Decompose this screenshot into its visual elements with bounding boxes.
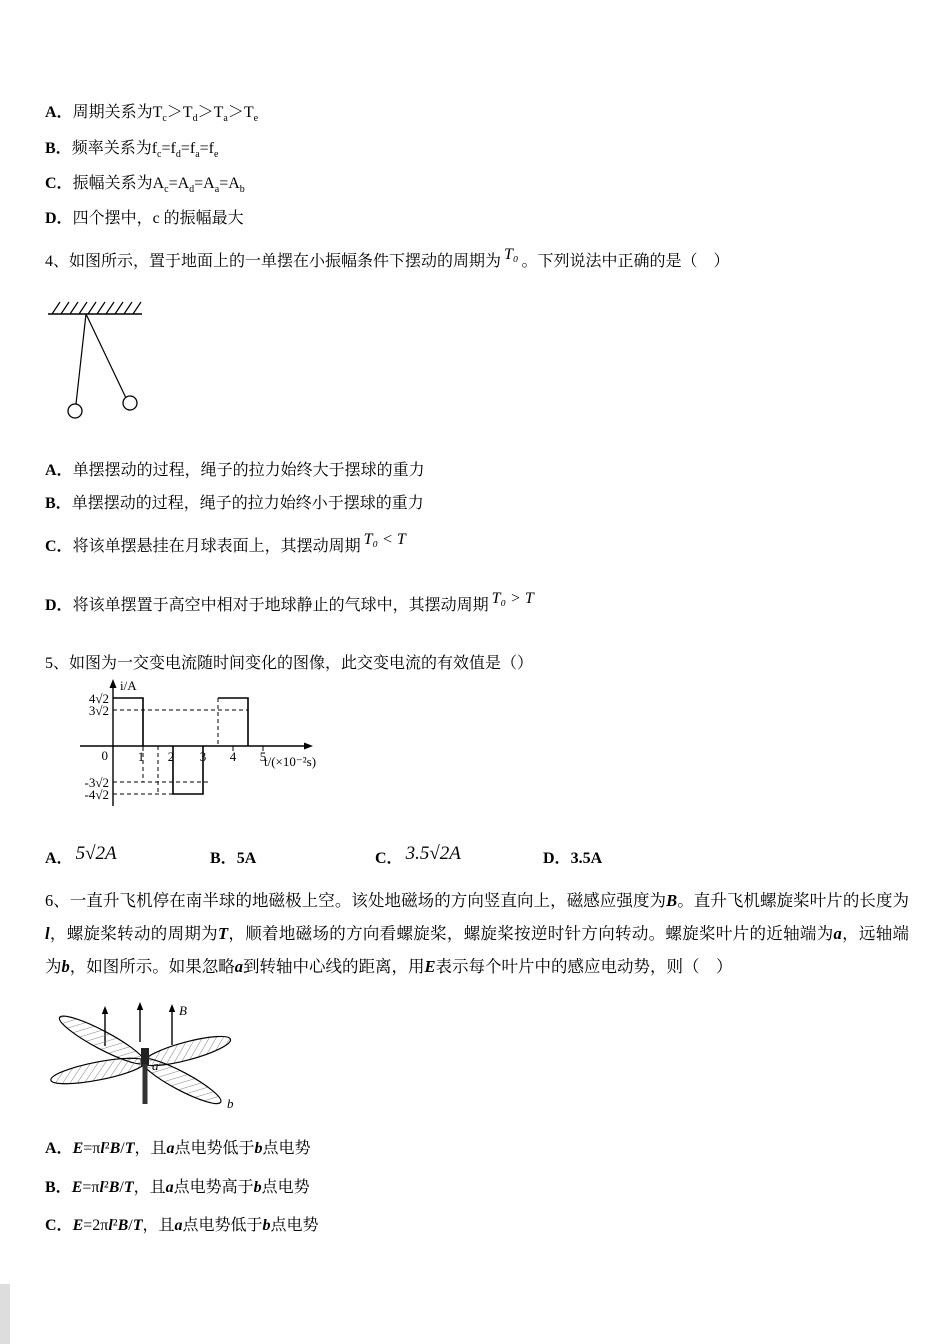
- far-end-label-b: b: [227, 1096, 234, 1111]
- y-tick-neg4sqrt2: -4√2: [84, 787, 109, 802]
- near-end-label-a: a: [152, 1058, 159, 1073]
- pendulum-diagram: [42, 298, 192, 433]
- pendulum-bob-left: [68, 404, 82, 418]
- q6-stem-text: 一直升飞机停在南半球的地磁极上空。该处地磁场的方向竖直向上，磁感应强度为B。直升飞机螺旋桨叶片的长度为l，螺旋桨转动的周期为T，顺着地磁场的方向看螺旋桨，螺旋桨按逆时针方向转动。螺旋桨叶片的近轴端为a，远轴端为b，如图所示。如果忽略a到转轴中心线的距离，用E表示每个叶片中的感应电动势，则（ ）: [45, 891, 910, 976]
- pendulum-string-swung: [86, 314, 126, 398]
- q4-stem-text-after: 。下列说法中正确的是（ ）: [521, 253, 730, 270]
- y-tick-zero: 0: [101, 748, 108, 763]
- arrowhead: [169, 1004, 175, 1012]
- q4-option-c-formula: T₀ < T: [363, 531, 406, 548]
- option-letter: B．: [45, 1179, 72, 1196]
- option-letter: C．: [375, 850, 403, 867]
- q4-stem: [45, 248, 730, 271]
- x-tick-5: 5: [259, 749, 267, 764]
- pendulum-bob-right: [123, 396, 137, 410]
- option-letter: D．: [45, 597, 73, 614]
- q4-option-d: [45, 592, 537, 615]
- q5-number: 5、: [45, 655, 70, 672]
- x-tick-2: 2: [167, 749, 175, 764]
- y-axis-label: i/A: [120, 678, 137, 693]
- propeller-diagram: [35, 1000, 270, 1130]
- q4-option-d-formula: T₀ > T: [491, 590, 534, 607]
- option-text: E=πl²B/T，且a点电势高于b点电势: [71, 1179, 310, 1196]
- option-letter: C．: [45, 175, 73, 192]
- q4-option-a: [45, 457, 425, 480]
- option-text: E=2πl²B/T，且a点电势低于b点电势: [72, 1217, 319, 1234]
- option-letter: A．: [45, 1140, 73, 1157]
- q3-option-b: [45, 135, 219, 161]
- q3-option-d: [45, 205, 244, 228]
- q4-option-c: [45, 533, 409, 556]
- option-letter: B．: [45, 140, 72, 157]
- arrowhead: [137, 1002, 143, 1010]
- q6-option-a: [45, 1135, 311, 1158]
- q5-option-c-formula: 3.5√2A: [405, 843, 461, 864]
- q5-option-a-formula: 5√2A: [75, 843, 117, 864]
- scan-artifact: [0, 1284, 10, 1344]
- x-tick-4: 4: [229, 749, 237, 764]
- option-text: 振幅关系为$A_c=A_d=A_a=A_b$: [72, 175, 245, 196]
- q5-option-d: [543, 845, 602, 868]
- option-letter: A．: [45, 104, 73, 121]
- propeller-hub: [141, 1048, 149, 1066]
- x-axis-label: t/(×10⁻²s): [264, 754, 317, 769]
- arrowhead: [102, 1006, 108, 1014]
- propeller-shaft: [143, 1064, 148, 1104]
- x-axis-arrow: [304, 743, 313, 750]
- option-letter: A．: [45, 462, 73, 479]
- option-text: 将该单摆置于高空中相对于地球静止的气球中，其摆动周期: [72, 597, 489, 614]
- q4-period-formula: T₀: [504, 246, 519, 263]
- y-tick-4sqrt2: 4√2: [88, 691, 109, 706]
- option-letter: A．: [45, 850, 73, 867]
- q3-option-c: [45, 170, 245, 196]
- option-text: 频率关系为$f_c=f_d=f_a=f_e$: [71, 140, 219, 161]
- q4-stem-text: 如图所示，置于地面上的一单摆在小振幅条件下摆动的周期为: [69, 253, 502, 270]
- q3-option-a: [45, 99, 259, 125]
- propeller-blades: [49, 1010, 233, 1111]
- q5-option-b: [210, 845, 256, 868]
- q6-number: 6、: [45, 891, 70, 910]
- option-letter: D．: [543, 850, 571, 867]
- option-value: 3.5A: [570, 850, 603, 867]
- q5-stem-text: 如图为一交变电流随时间变化的图像，此交变电流的有效值是（）: [69, 655, 534, 672]
- q5-option-a: [45, 845, 120, 869]
- q6-option-c: [45, 1212, 319, 1235]
- pendulum-string-vertical: [76, 314, 86, 404]
- option-letter: C．: [45, 538, 73, 555]
- option-letter: D．: [45, 210, 73, 227]
- ceiling-hatch: [48, 302, 142, 314]
- x-tick-1: 1: [137, 749, 145, 764]
- option-letter: B．: [45, 495, 72, 512]
- option-letter: B．: [210, 850, 237, 867]
- y-axis-arrow: [110, 679, 117, 688]
- q5-option-c: [375, 845, 464, 869]
- q4-number: 4、: [45, 253, 70, 270]
- option-text: 单摆摆动的过程，绳子的拉力始终小于摆球的重力: [71, 495, 424, 512]
- q6-option-b: [45, 1174, 310, 1197]
- q5-stem: [45, 650, 533, 673]
- option-value: 5A: [236, 850, 257, 867]
- y-tick-neg3sqrt2: -3√2: [84, 775, 109, 790]
- y-tick-3sqrt2: 3√2: [88, 703, 109, 718]
- option-text: E=πl²B/T，且a点电势低于b点电势: [72, 1140, 311, 1157]
- option-text: 单摆摆动的过程，绳子的拉力始终大于摆球的重力: [72, 462, 425, 479]
- option-text: 将该单摆悬挂在月球表面上，其摆动周期: [72, 538, 361, 555]
- option-letter: C．: [45, 1217, 73, 1234]
- current-time-graph: [68, 676, 368, 816]
- option-text: 周期关系为$T_c>T_d>T_a>T_e$: [72, 104, 259, 125]
- q4-option-b: [45, 490, 424, 513]
- option-text: 四个摆中，c 的振幅最大: [72, 210, 244, 227]
- field-label-B: B: [179, 1003, 187, 1018]
- q6-stem: [45, 884, 909, 983]
- x-tick-3: 3: [199, 749, 207, 764]
